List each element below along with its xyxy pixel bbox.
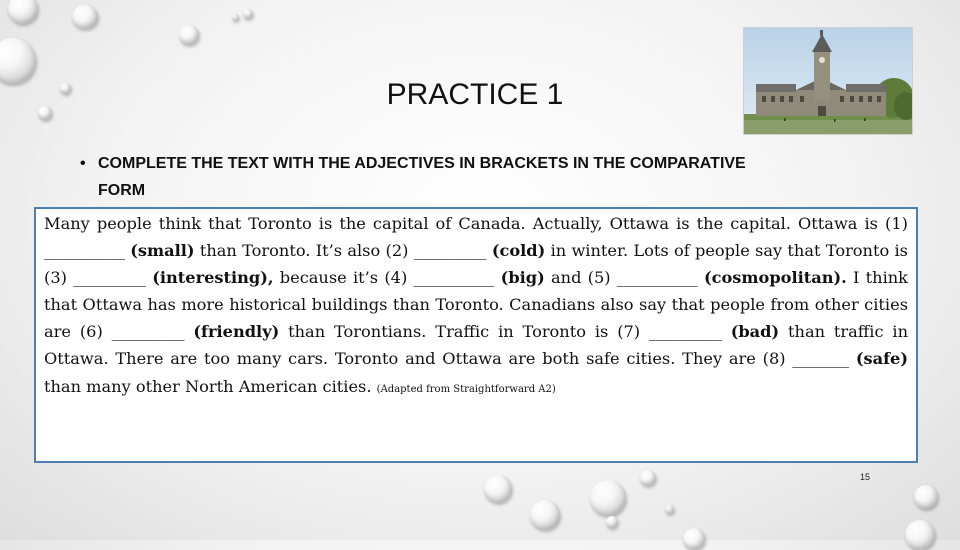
water-drop-decoration <box>640 470 656 486</box>
parliament-building-photo <box>743 27 913 135</box>
exercise-passage <box>44 210 908 403</box>
adjective-hint-3: (interesting), <box>152 268 274 288</box>
answer-blank-2: _________ <box>413 241 487 261</box>
answer-blank-3: _________ <box>73 268 146 288</box>
instruction-text-block <box>80 150 780 204</box>
answer-blank-7: _________ <box>648 322 722 342</box>
water-drop-decoration <box>530 500 560 530</box>
page-number: 15 <box>860 472 871 482</box>
water-drop-decoration <box>60 83 71 94</box>
passage-text: I think that Ottawa has more historical buildings than Toronto. Canadians also say that people from other cities are (6) <box>44 268 908 342</box>
water-drop-decoration <box>8 0 38 24</box>
adjective-hint-7: (bad) <box>730 322 780 342</box>
adjective-hint-2: (cold) <box>491 241 546 261</box>
water-drop-decoration <box>232 14 239 21</box>
water-drop-decoration <box>72 5 98 29</box>
answer-blank-6: _________ <box>111 322 185 342</box>
exercise-text-box <box>34 207 918 463</box>
passage-text: than Toronto. It’s also (2) <box>194 241 414 261</box>
source-citation: (Adapted from Straightforward A2) <box>376 383 556 395</box>
adjective-hint-8: (safe) <box>855 349 908 369</box>
parliament-building-icon <box>744 28 912 134</box>
water-drop-decoration <box>683 528 705 550</box>
instruction-text: COMPLETE THE TEXT WITH THE ADJECTIVES IN BRACKETS IN THE COMPARATIVE FORM <box>98 155 746 199</box>
water-drop-decoration <box>38 106 52 120</box>
adjective-hint-5: (cosmopolitan). <box>704 268 847 288</box>
adjective-hint-4: (big) <box>500 268 545 288</box>
passage-text: and (5) <box>544 268 617 288</box>
water-drop-decoration <box>905 520 935 550</box>
water-drop-decoration <box>606 516 618 528</box>
passage-text: than Torontians. Traffic in Toronto is (7) <box>279 322 649 342</box>
water-drop-decoration <box>914 485 938 509</box>
slide-title: PRACTICE 1 <box>386 78 564 111</box>
water-drop-decoration <box>0 38 36 84</box>
water-drop-decoration <box>590 480 626 516</box>
passage-text: in winter. Lots of people say that Toronto is (3) <box>44 241 908 288</box>
passage-text: than many other North American cities. <box>44 376 377 396</box>
answer-blank-4: __________ <box>413 268 495 288</box>
adjective-hint-1: (small) <box>130 241 195 261</box>
water-drop-decoration <box>484 475 512 503</box>
answer-blank-8: _______ <box>792 349 850 369</box>
answer-blank-1: __________ <box>44 241 125 261</box>
water-drop-decoration <box>179 25 199 45</box>
water-drop-decoration <box>243 9 253 19</box>
answer-blank-5: __________ <box>616 268 698 288</box>
passage-text: than traffic in Ottawa. There are too many cars. Toronto and Ottawa are both safe cities. They are (8) <box>44 322 908 369</box>
adjective-hint-6: (friendly) <box>193 322 280 342</box>
bullet-icon: • <box>80 155 86 172</box>
passage-text: Many people think that Toronto is the capital of Canada. Actually, Ottawa is the capital. Ottawa is (1) <box>44 214 908 233</box>
water-drop-decoration <box>665 505 674 514</box>
passage-text: because it’s (4) <box>273 268 414 288</box>
